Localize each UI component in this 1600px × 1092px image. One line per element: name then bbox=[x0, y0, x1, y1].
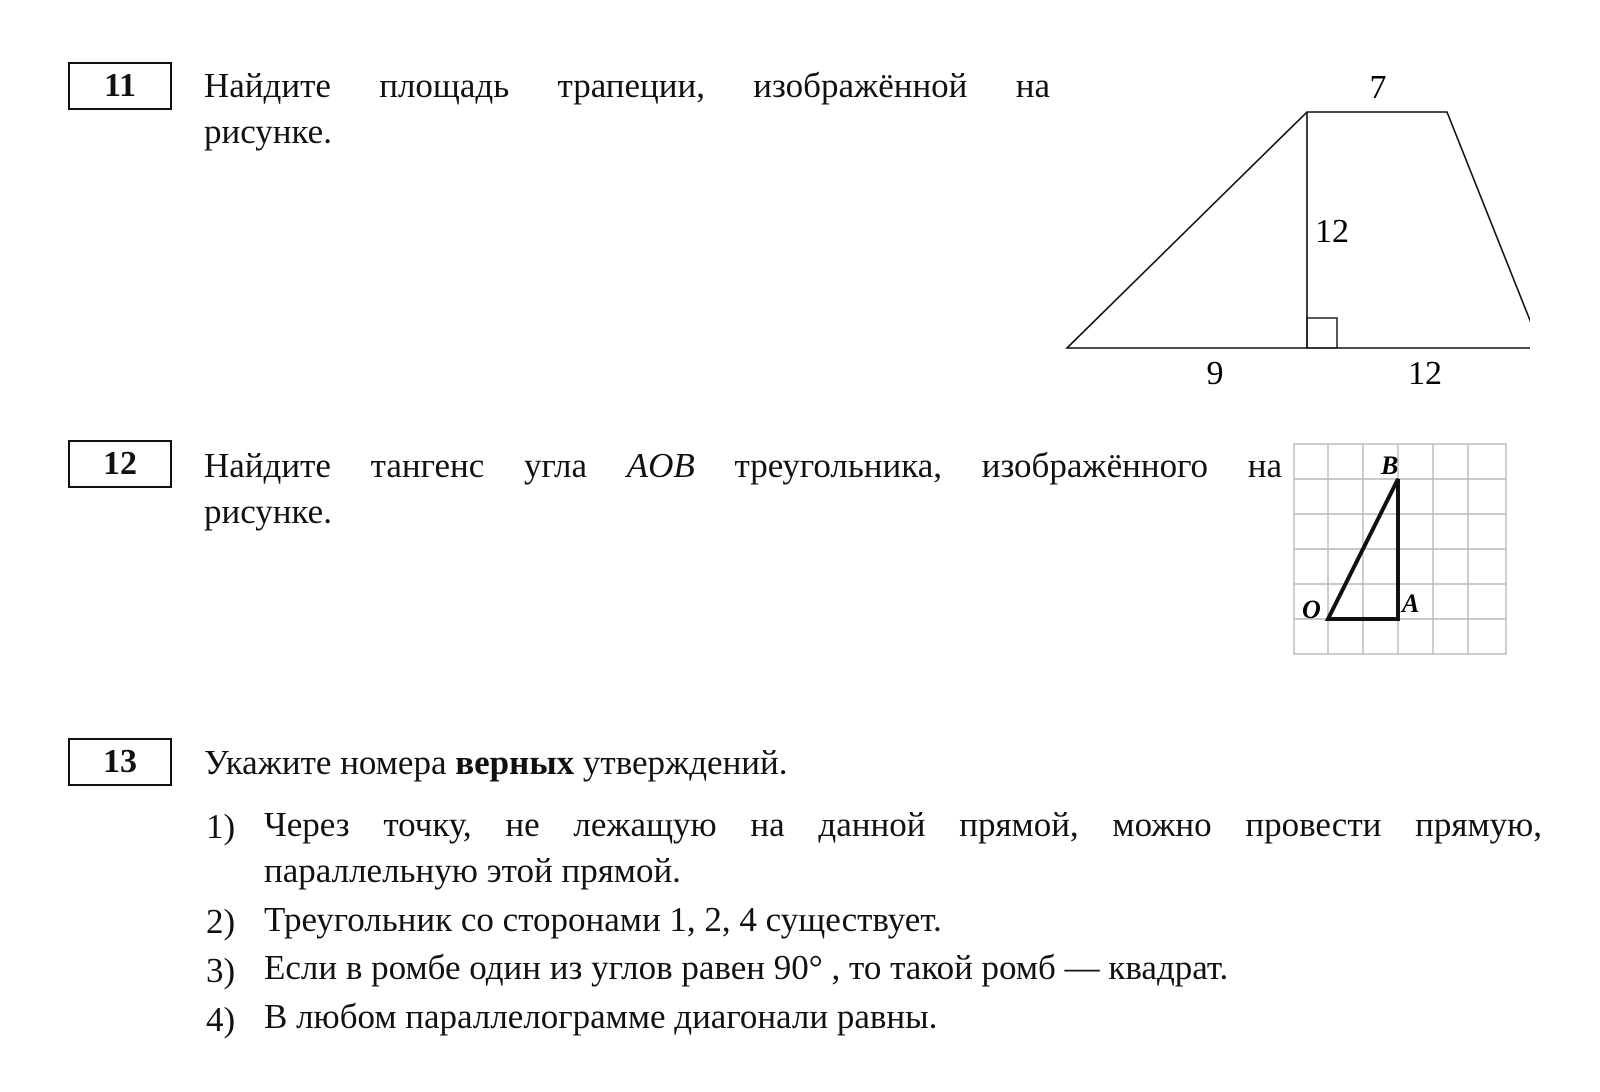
problem-12-text-before: Найдите тангенс угла bbox=[204, 446, 588, 485]
label-top-base: 7 bbox=[1369, 69, 1387, 106]
problem-13-intro-bold: верных bbox=[455, 743, 575, 782]
problem-11-text-line2: рисунке. bbox=[204, 112, 332, 151]
problem-12-text-line1 bbox=[204, 443, 1282, 489]
option-4-number: 4) bbox=[206, 1000, 236, 1039]
option-1-number: 1) bbox=[206, 807, 236, 846]
right-angle-marker bbox=[1307, 318, 1337, 348]
option-1-line2: параллельную этой прямой. bbox=[264, 851, 681, 890]
trapezoid-figure bbox=[1060, 60, 1530, 400]
grid-triangle-figure bbox=[1290, 438, 1520, 668]
label-bottom-left: 9 bbox=[1206, 355, 1224, 392]
option-1-line1: Через точку, не лежащую на данной прямой, можно провести прямую, bbox=[264, 805, 1542, 844]
label-b: B bbox=[1381, 451, 1399, 480]
problem-12-text-after: треугольника, изображённого на bbox=[734, 446, 1283, 485]
label-o: O bbox=[1302, 595, 1321, 624]
problem-11-text-line1: Найдите площадь трапеции, изображённой на bbox=[204, 66, 1050, 105]
problem-12-number: 12 bbox=[68, 440, 172, 488]
label-a: A bbox=[1402, 589, 1420, 618]
problem-12-angle: AOB bbox=[626, 446, 695, 485]
label-height: 12 bbox=[1315, 213, 1349, 250]
problem-13-number: 13 bbox=[68, 738, 172, 786]
option-2-number: 2) bbox=[206, 902, 236, 941]
problem-13-intro-before: Укажите номера bbox=[204, 743, 447, 782]
problem-12-text-line2: рисунке. bbox=[204, 492, 332, 531]
option-4-text: В любом параллелограмме диагонали равны. bbox=[264, 997, 938, 1036]
problem-13-intro-after: утверждений. bbox=[582, 743, 788, 782]
option-2-text: Треугольник со сторонами 1, 2, 4 существует. bbox=[264, 900, 942, 939]
problem-13-intro bbox=[204, 740, 788, 786]
option-3-text: Если в ромбе один из углов равен 90° , то такой ромб — квадрат. bbox=[264, 948, 1229, 987]
option-3-number: 3) bbox=[206, 951, 236, 990]
label-bottom-right: 12 bbox=[1408, 355, 1442, 392]
problem-11-number: 11 bbox=[68, 62, 172, 110]
trapezoid-shape bbox=[1067, 112, 1530, 348]
